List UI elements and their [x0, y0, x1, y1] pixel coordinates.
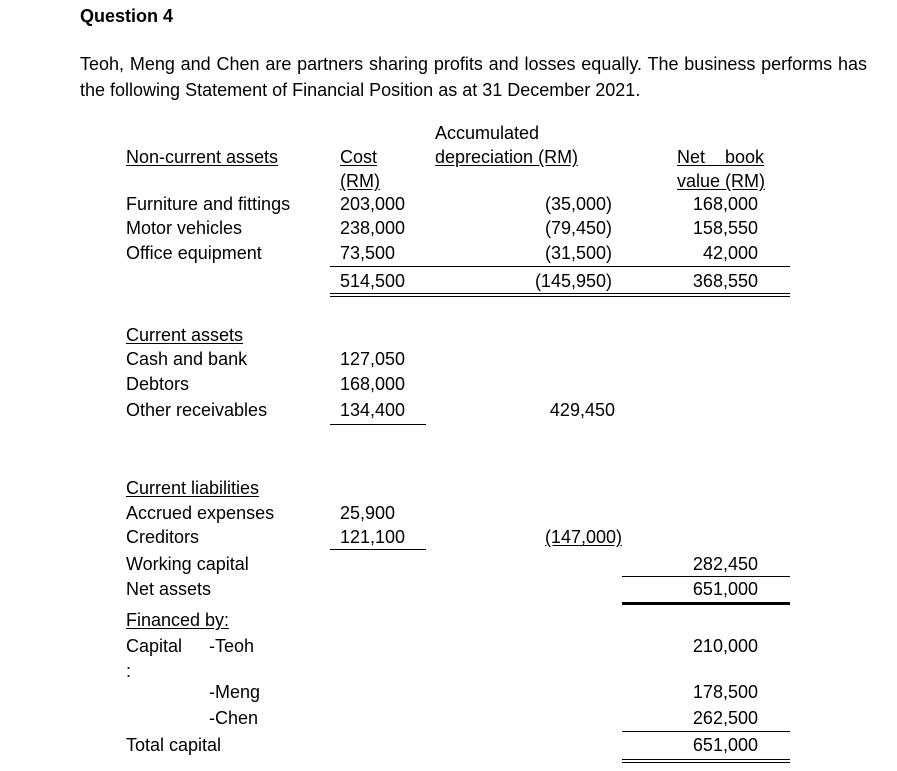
nca-depreciation: (35,000)	[544, 194, 612, 214]
non-current-assets-heading: Non-current assets	[126, 147, 279, 167]
nca-double-rule	[330, 293, 790, 297]
working-capital-label: Working capital	[126, 554, 249, 574]
ca-rule	[330, 424, 426, 425]
nca-depreciation: (79,450)	[544, 218, 612, 238]
partner-name: -Meng	[209, 682, 261, 702]
financed-by-heading: Financed by:	[126, 610, 230, 630]
partner-capital: 178,500	[692, 682, 758, 702]
cost-header-line2: (RM)	[340, 171, 380, 191]
nca-name: Motor vehicles	[126, 218, 243, 238]
net-assets-rule	[622, 602, 790, 605]
working-capital-rule	[622, 576, 790, 577]
total-capital-label: Total capital	[126, 735, 222, 755]
accum-header-line1: Accumulated	[435, 123, 540, 143]
nbv-header-line2: value (RM)	[677, 171, 766, 191]
partner-capital: 210,000	[692, 636, 758, 656]
nca-name: Furniture and fittings	[126, 194, 291, 214]
cl-name: Accrued expenses	[126, 503, 275, 523]
cl-rule	[330, 549, 426, 550]
nca-total-cost: 514,500	[340, 271, 406, 291]
nca-total-nbv: 368,550	[692, 271, 758, 291]
cl-value: 121,100	[340, 527, 406, 547]
nca-depreciation: (31,500)	[544, 243, 612, 263]
ca-name: Other receivables	[126, 400, 268, 420]
ca-name: Debtors	[126, 374, 190, 394]
nca-nbv: 168,000	[692, 194, 758, 214]
ca-total: 429,450	[549, 400, 615, 420]
capital-label: Capital	[126, 636, 183, 656]
ca-value: 134,400	[340, 400, 406, 420]
partner-name: -Chen	[209, 708, 259, 728]
nbv-header-line1: Net book	[677, 147, 765, 167]
working-capital-value: 282,450	[692, 554, 758, 574]
current-liabilities-heading: Current liabilities	[126, 478, 260, 498]
nca-cost: 238,000	[340, 218, 406, 238]
partner-name: -Teoh	[209, 636, 255, 656]
cl-total: (147,000)	[544, 527, 622, 547]
partner-capital: 262,500	[692, 708, 758, 728]
nca-cost: 203,000	[340, 194, 406, 214]
total-capital-value: 651,000	[692, 735, 758, 755]
capital-rule	[622, 731, 790, 732]
ca-name: Cash and bank	[126, 349, 248, 369]
nca-total-depreciation: (145,950)	[534, 271, 612, 291]
question-title: Question 4	[80, 6, 174, 26]
ca-value: 168,000	[340, 374, 406, 394]
nca-total-rule	[330, 266, 790, 267]
nca-nbv: 158,550	[692, 218, 758, 238]
capital-colon: :	[126, 661, 132, 681]
cl-value: 25,900	[340, 503, 396, 523]
nca-cost: 73,500	[340, 243, 396, 263]
net-assets-label: Net assets	[126, 579, 212, 599]
nca-name: Office equipment	[126, 243, 262, 263]
current-assets-heading: Current assets	[126, 325, 244, 345]
ca-value: 127,050	[340, 349, 406, 369]
net-assets-value: 651,000	[692, 579, 758, 599]
total-capital-double-rule	[622, 759, 790, 763]
nca-nbv: 42,000	[702, 243, 758, 263]
cost-header-line1: Cost	[340, 147, 378, 167]
cl-name: Creditors	[126, 527, 200, 547]
accum-header-line2: depreciation (RM)	[435, 147, 579, 167]
intro-paragraph: Teoh, Meng and Chen are partners sharing profits and losses equally. The business performs has the following Statement of Financial Position as at 31 December 2021.	[80, 54, 867, 100]
